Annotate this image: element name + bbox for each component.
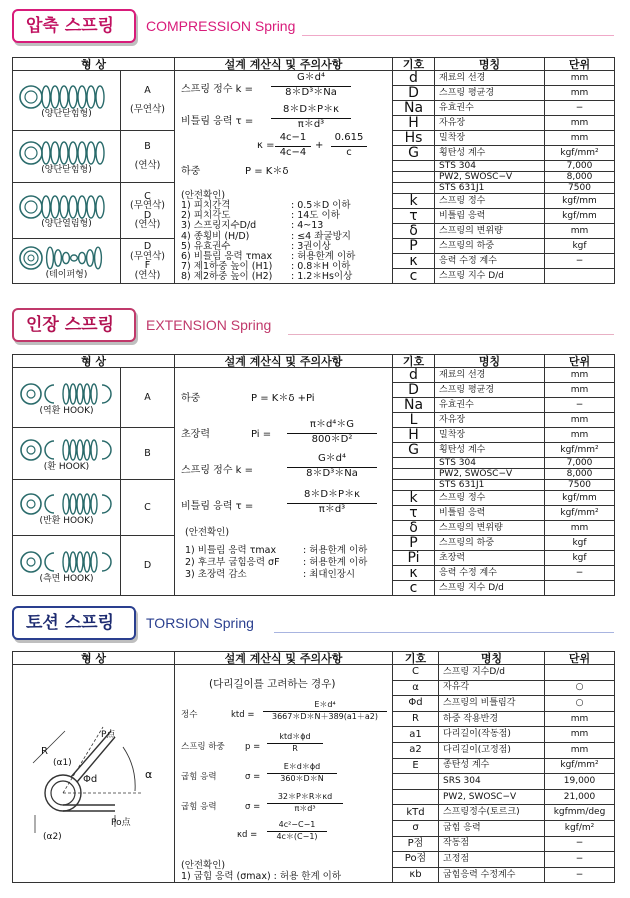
shape-class: D [121, 536, 175, 596]
name-cell: 종탄성 계수 [439, 758, 545, 774]
diagram-label-phi-d: Φd [83, 774, 98, 785]
unit-cell: mm [545, 383, 615, 398]
formula-numerator: 4c−1 [279, 132, 307, 143]
safety-note-item: 4) 종횡비 (H/D) [181, 230, 250, 242]
formula-cell [175, 71, 393, 284]
unit-cell: mm [545, 742, 615, 758]
unit-cell: mm [545, 727, 615, 743]
spring-shape-cell [13, 368, 121, 428]
unit-cell: kgf/mm [545, 194, 615, 209]
unit-cell: 7,000 [545, 161, 615, 172]
diagram-label-po-point: Po点 [111, 818, 131, 828]
safety-note-value: : 1.2＊Hs이상 [291, 271, 353, 283]
unit-cell: kgf/mm² [545, 758, 615, 774]
unit-cell: − [545, 867, 615, 883]
sigma1-equation: σ = [245, 772, 261, 782]
symbol-cell: σ [393, 820, 439, 836]
unit-cell: − [545, 852, 615, 868]
symbol-cell: c [393, 581, 435, 596]
formula-denominator: c [346, 147, 352, 158]
kappa-label: κ = [257, 140, 275, 151]
header-name: 명칭 [439, 652, 545, 665]
unit-cell: 7500 [545, 183, 615, 194]
name-cell: SRS 304 [439, 774, 545, 790]
name-cell: 스프링의 변위량 [435, 521, 545, 536]
extension-table [12, 354, 615, 596]
symbol-cell: C [393, 665, 439, 681]
torsion-stress-label: 비틀림 응력 τ = [181, 501, 254, 512]
symbol-cell: G [393, 146, 435, 161]
symbol-cell: D [393, 383, 435, 398]
table-row [13, 665, 615, 681]
load-label: 하중 [181, 166, 201, 177]
name-cell: PW2, SWOSC−V [435, 172, 545, 183]
formula-denominator: 3667＊D＊N＋389(a1＋a2) [272, 712, 378, 721]
safety-note-item: 1) 피치간격 [181, 200, 231, 211]
unit-cell: kgf [545, 239, 615, 254]
name-cell: 다리길이(작동점) [439, 727, 545, 743]
formula-numerator: E＊d⁴ [314, 700, 336, 709]
formula-denominator: 8＊D³＊Na [306, 468, 358, 479]
unit-cell: kgf/m² [545, 820, 615, 836]
initial-tension-label: 초장력 [181, 429, 210, 440]
unit-cell: kgfmm/deg [545, 805, 615, 821]
torsion-table [12, 651, 615, 883]
safety-note-item: 7) 제1하중 높이 (H1) [181, 261, 273, 273]
symbol-cell [393, 480, 435, 491]
symbol-cell: Pi [393, 551, 435, 566]
symbol-cell: R [393, 711, 439, 727]
formula-numerator: E＊d＊ϕd [283, 762, 321, 771]
symbol-cell: α [393, 680, 439, 696]
formula-numerator: 8＊D＊P＊κ [283, 104, 339, 115]
symbol-cell [393, 774, 439, 790]
shape-class: A [121, 368, 175, 428]
initial-tension-equation: Pi = [251, 429, 272, 440]
name-cell: 유효권수 [435, 101, 545, 116]
name-cell: 스프링 평균경 [435, 383, 545, 398]
shape-label: (환 HOOK) [43, 462, 90, 472]
symbol-cell [393, 789, 439, 805]
torsion-english-title: TORSION Spring [146, 615, 254, 631]
formula-denominator: 4c＊(C−1) [276, 832, 318, 841]
header-symbol: 기호 [393, 58, 435, 71]
name-cell: STS 631J1 [435, 183, 545, 194]
name-cell: 자유각 [439, 680, 545, 696]
symbol-cell: τ [393, 506, 435, 521]
shape-label: (테이퍼형) [45, 269, 88, 280]
name-cell: 스프링정수(토르크) [439, 805, 545, 821]
unit-cell: ○ [545, 696, 615, 712]
constant-label: 정수 [181, 710, 198, 720]
safety-note-value: : 0.5＊D 이하 [291, 200, 351, 211]
safety-note-value: : 허용한계 이하 [303, 557, 368, 568]
shape-class: A (무연삭) [121, 71, 175, 131]
ktd-equation: ktd = [231, 710, 255, 720]
load-label: 하중 [181, 393, 201, 404]
name-cell: 스프링 지수 D/d [435, 269, 545, 284]
symbol-cell: a1 [393, 727, 439, 743]
torsion-stress-label: 비틀림 응력 τ = [181, 116, 254, 127]
shape-label: (측면 HOOK) [39, 574, 94, 584]
symbol-cell: Po점 [393, 852, 439, 868]
name-cell: 스프링의 비틀림각 [439, 696, 545, 712]
header-unit: 단위 [545, 652, 615, 665]
spring-shape-cell [13, 480, 121, 536]
name-cell: 횡탄성 계수 [435, 443, 545, 458]
unit-cell: mm [545, 711, 615, 727]
safety-notes-title: (안전확인) [185, 527, 230, 538]
compression-spring-drawing [18, 194, 116, 220]
diagram-label-a2: (α2) [43, 832, 62, 842]
spring-constant-label: 스프링 정수 k = [181, 465, 254, 476]
symbol-cell: κ [393, 254, 435, 269]
symbol-cell: a2 [393, 742, 439, 758]
safety-note-item: 6) 비틀림 응력 τmax [181, 251, 273, 262]
name-cell: 비틀림 응력 [435, 506, 545, 521]
spring-load-label: 스프링 하중 [181, 742, 225, 752]
diagram-label-alpha: α [145, 768, 153, 781]
name-cell: 응력 수정 계수 [435, 254, 545, 269]
name-cell: 응력 수정 계수 [435, 566, 545, 581]
torsion-shape-cell [13, 665, 175, 883]
sigma2-equation: σ = [245, 802, 261, 812]
diagram-label-a1: (α1) [53, 758, 72, 768]
shape-label: (역환 HOOK) [39, 406, 94, 416]
name-cell: 다리길이(고정점) [439, 742, 545, 758]
shape-class: C (무연삭) D (연삭) [121, 183, 175, 239]
symbol-cell: H [393, 116, 435, 131]
symbol-cell: κ [393, 566, 435, 581]
name-cell: 고정점 [439, 852, 545, 868]
symbol-cell: d [393, 368, 435, 383]
formula-denominator: 4c−4 [279, 147, 307, 158]
symbol-cell [393, 458, 435, 469]
compression-spring-drawing [18, 84, 116, 110]
safety-note-item: 2) 후크부 굽힘응력 σF [185, 557, 280, 568]
symbol-cell: Na [393, 398, 435, 413]
safety-note-value: : ≤4 좌굴방지 [291, 230, 351, 242]
safety-note-item: 2) 피치각도 [181, 210, 231, 222]
name-cell: 비틀림 응력 [435, 209, 545, 224]
header-unit: 단위 [545, 355, 615, 368]
unit-cell: kgf/mm² [545, 443, 615, 458]
unit-cell [545, 269, 615, 284]
unit-cell: 21,000 [545, 789, 615, 805]
header-formula: 설계 계산식 및 주의사항 [175, 355, 393, 368]
name-cell: 스프링의 하중 [435, 536, 545, 551]
formula-panel [175, 368, 392, 595]
shape-label: (양단열림형) [41, 219, 92, 229]
unit-cell: kgf/mm [545, 209, 615, 224]
formula-denominator: π＊d³ [297, 119, 325, 130]
header-shape: 형 상 [13, 355, 175, 368]
spring-shape-cell [13, 536, 121, 596]
formula-numerator: π＊d⁴＊G [309, 419, 355, 430]
symbol-cell: P [393, 536, 435, 551]
safety-note-value: : 14도 이하 [291, 210, 340, 222]
unit-cell: mm [545, 86, 615, 101]
unit-cell: kgf/mm² [545, 146, 615, 161]
name-cell: 굽힘응력 수정계수 [439, 867, 545, 883]
unit-cell: kgf [545, 536, 615, 551]
name-cell: 재료의 선경 [435, 71, 545, 86]
symbol-cell: d [393, 71, 435, 86]
unit-cell [545, 581, 615, 596]
unit-cell: mm [545, 131, 615, 146]
symbol-cell: Φd [393, 696, 439, 712]
unit-cell: − [545, 101, 615, 116]
unit-cell: 19,000 [545, 774, 615, 790]
name-cell: 스프링 평균경 [435, 86, 545, 101]
shape-label: (양단닫힘형) [41, 109, 92, 119]
spring-shape-cell [13, 428, 121, 480]
safety-notes-title: (안전확인) [181, 190, 226, 201]
formula-numerator: G＊d⁴ [296, 72, 326, 83]
unit-cell: mm [545, 224, 615, 239]
header-formula: 설계 계산식 및 주의사항 [175, 58, 393, 71]
name-cell: 스프링의 하중 [435, 239, 545, 254]
name-cell: 작동점 [439, 836, 545, 852]
torsion-spring-drawing [13, 665, 173, 865]
shape-class: B [121, 428, 175, 480]
symbol-cell [393, 469, 435, 480]
name-cell: 하중 작용반경 [439, 711, 545, 727]
name-cell: 자유장 [435, 116, 545, 131]
symbol-cell: L [393, 413, 435, 428]
formula-denominator: π＊d³ [294, 804, 316, 813]
safety-note-value: : 4~13 [291, 220, 324, 232]
name-cell: 횡탄성 계수 [435, 146, 545, 161]
unit-cell: 8,000 [545, 172, 615, 183]
shape-label: (반환 HOOK) [39, 516, 94, 526]
safety-note-item: 3) 스프링지수D/d [181, 220, 257, 232]
name-cell: STS 304 [435, 161, 545, 172]
unit-cell: mm [545, 521, 615, 536]
unit-cell: mm [545, 368, 615, 383]
name-cell: 스프링 지수 D/d [435, 581, 545, 596]
header-name: 명칭 [435, 355, 545, 368]
symbol-cell: Na [393, 101, 435, 116]
spring-shape-cell [13, 183, 121, 239]
torsion-diagram [13, 665, 174, 882]
unit-cell: − [545, 566, 615, 581]
header-name: 명칭 [435, 58, 545, 71]
safety-note-item: 8) 제2하중 높이 (H2) [181, 271, 273, 283]
kd-equation: κd = [237, 830, 258, 840]
diagram-label-p-point: P点 [101, 730, 116, 740]
unit-cell: − [545, 254, 615, 269]
symbol-cell: E [393, 758, 439, 774]
symbol-cell: k [393, 194, 435, 209]
bending-stress-label-2: 굽힘 응력 [181, 802, 217, 812]
compression-title: 압축 스프링 [12, 9, 136, 43]
unit-cell: 7,000 [545, 458, 615, 469]
table-row [13, 368, 615, 383]
name-cell: 스프링의 변위량 [435, 224, 545, 239]
safety-note-item: 5) 유효권수 [181, 240, 231, 252]
symbol-cell: k [393, 491, 435, 506]
name-cell: 밀착장 [435, 131, 545, 146]
extension-title: 인장 스프링 [12, 308, 136, 342]
symbol-cell: δ [393, 224, 435, 239]
formula-panel [175, 71, 392, 283]
shape-label: (양단닫힘형) [41, 165, 92, 175]
formula-denominator: 360＊D＊N [280, 774, 324, 783]
header-symbol: 기호 [393, 355, 435, 368]
unit-cell: kgf/mm [545, 491, 615, 506]
extension-english-title: EXTENSION Spring [146, 317, 272, 333]
header-formula: 설계 계산식 및 주의사항 [175, 652, 393, 665]
safety-notes-title: (안전확인) [181, 860, 226, 871]
formula-denominator: R [292, 744, 298, 753]
symbol-cell: κb [393, 867, 439, 883]
spring-constant-label: 스프링 정수 k = [181, 84, 254, 95]
compression-english-title: COMPRESSION Spring [146, 18, 296, 34]
unit-cell: kgf/mm² [545, 506, 615, 521]
compression-spring-drawing [18, 140, 116, 166]
safety-note-value: : 0.8＊H 이하 [291, 261, 351, 273]
unit-cell: 7500 [545, 480, 615, 491]
formula-denominator: 800＊D² [311, 434, 353, 445]
load-equation: P = K＊δ +Pi [251, 393, 315, 404]
symbol-cell: Hs [393, 131, 435, 146]
header-symbol: 기호 [393, 652, 439, 665]
symbol-cell: P [393, 239, 435, 254]
safety-note-item: 1) 굽힘 응력 (σmax) : 허용 한계 이하 [181, 871, 341, 882]
unit-cell [545, 665, 615, 681]
symbol-cell: δ [393, 521, 435, 536]
safety-note-item: 3) 초장력 감소 [185, 569, 247, 580]
p-equation: p = [245, 742, 261, 752]
table-row [13, 71, 615, 86]
safety-note-value: : 3권이상 [291, 240, 331, 252]
symbol-cell [393, 183, 435, 194]
name-cell: PW2, SWOSC−V [435, 469, 545, 480]
shape-class: D (무연삭) F (연삭) [121, 239, 175, 284]
symbol-cell [393, 172, 435, 183]
compression-table [12, 57, 615, 284]
formula-panel [175, 665, 392, 882]
safety-note-value: : 최대인장시 [303, 569, 356, 580]
formula-numerator: 8＊D＊P＊κ [304, 489, 360, 500]
spring-shape-cell [13, 239, 121, 284]
name-cell: 자유장 [435, 413, 545, 428]
extension-spring-drawing [18, 549, 116, 575]
formula-header: (다리길이를 고려하는 경우) [209, 678, 336, 690]
safety-note-item: 1) 비틀림 응력 τmax [185, 545, 277, 556]
torsion-title: 토션 스프링 [12, 606, 136, 640]
formula-numerator: ktd＊ϕd [279, 732, 311, 741]
formula-cell [175, 368, 393, 596]
symbol-cell [393, 161, 435, 172]
formula-denominator: 8＊D³＊Na [285, 87, 337, 98]
symbol-cell: D [393, 86, 435, 101]
symbol-cell: H [393, 428, 435, 443]
shape-class: C [121, 480, 175, 536]
unit-cell: − [545, 836, 615, 852]
unit-cell: mm [545, 413, 615, 428]
header-unit: 단위 [545, 58, 615, 71]
extension-spring-drawing [18, 437, 116, 463]
symbol-cell: c [393, 269, 435, 284]
symbol-cell: P점 [393, 836, 439, 852]
name-cell: 유효권수 [435, 398, 545, 413]
formula-numerator: 32＊P＊R＊κd [277, 792, 333, 801]
unit-cell: ○ [545, 680, 615, 696]
formula-cell [175, 665, 393, 883]
name-cell: 스프링 지수D/d [439, 665, 545, 681]
name-cell: STS 631J1 [435, 480, 545, 491]
unit-cell: mm [545, 428, 615, 443]
name-cell: 밀착장 [435, 428, 545, 443]
extension-spring-drawing [18, 491, 116, 517]
formula-numerator: 0.615 [334, 132, 364, 143]
shape-class: B (연삭) [121, 131, 175, 183]
safety-note-value: : 허용한계 이하 [291, 251, 356, 262]
header-shape: 형 상 [13, 58, 175, 71]
spring-shape-cell [13, 71, 121, 131]
unit-cell: mm [545, 71, 615, 86]
plus-sign: + [315, 140, 324, 151]
unit-cell: 8,000 [545, 469, 615, 480]
load-equation: P = K＊δ [245, 166, 289, 177]
name-cell: 스프링 정수 [435, 491, 545, 506]
name-cell: 스프링 정수 [435, 194, 545, 209]
unit-cell: mm [545, 116, 615, 131]
name-cell: STS 304 [435, 458, 545, 469]
formula-numerator: G＊d⁴ [317, 453, 347, 464]
symbol-cell: G [393, 443, 435, 458]
extension-spring-drawing [18, 381, 116, 407]
name-cell: 굽힘 응력 [439, 820, 545, 836]
spring-shape-cell [13, 131, 121, 183]
safety-note-value: : 허용한계 이하 [303, 545, 368, 556]
bending-stress-label: 굽힘 응력 [181, 772, 217, 782]
compression-spring-drawing [18, 245, 116, 271]
name-cell: 초장력 [435, 551, 545, 566]
header-shape: 형 상 [13, 652, 175, 665]
formula-numerator: 4c²−C−1 [278, 820, 316, 829]
unit-cell: kgf [545, 551, 615, 566]
diagram-label-r: R [41, 746, 48, 757]
name-cell: 재료의 선경 [435, 368, 545, 383]
unit-cell: − [545, 398, 615, 413]
name-cell: PW2, SWOSC−V [439, 789, 545, 805]
formula-denominator: π＊d³ [318, 504, 346, 515]
symbol-cell: kTd [393, 805, 439, 821]
symbol-cell: τ [393, 209, 435, 224]
